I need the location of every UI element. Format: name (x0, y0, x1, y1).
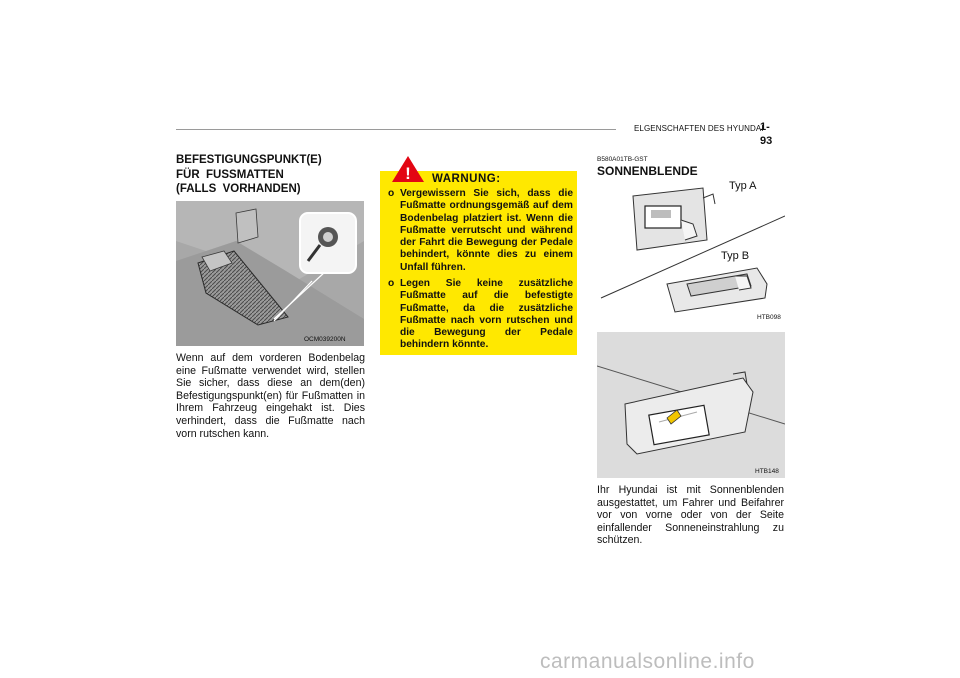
watermark: carmanualsonline.info (540, 650, 755, 673)
warning-triangle-icon (391, 155, 425, 183)
warning-symbol: ! (405, 164, 411, 183)
sun-visor-types-illustration (597, 180, 785, 326)
page-number: 1- 93 (760, 121, 773, 147)
sun-visor-mirror-illustration (597, 332, 785, 478)
label-typ-b: Typ B (721, 250, 750, 262)
figure-code: OCM039200N (304, 336, 346, 343)
title-line: BEFESTIGUNGSPUNKT(E) (176, 154, 322, 166)
title-line: (FALLS VORHANDEN) (176, 183, 301, 195)
floor-mat-anchor-figure (176, 201, 364, 346)
figure-code: HTB098 (757, 314, 781, 321)
warning-item-text: Vergewissern Sie sich, dass die Fußmatte ordnungsgemäß auf dem Bodenbelag platziert ist. Wenn die Fußmatte verrutscht und während der Fahrt die Bewegung der Pedale behindert, könnte dies zu einem Unfall führen. (400, 188, 573, 273)
bullet: o (388, 278, 395, 289)
warning-title: WARNUNG: (432, 173, 501, 185)
label-typ-a: Typ A (729, 180, 757, 192)
chapter-title: ELGENSCHAFTEN DES HYUNDAI (634, 124, 764, 133)
section-title-fussmatten (176, 153, 376, 197)
bullet: o (388, 188, 395, 199)
title-line: FÜR FUSSMATTEN (176, 168, 284, 181)
page-header (620, 121, 784, 147)
warning-item (388, 278, 573, 352)
figure-code: HTB148 (755, 468, 779, 475)
section-code: B580A01TB-GST (597, 156, 648, 163)
floor-mat-illustration (176, 201, 364, 346)
warning-item-text: Legen Sie keine zusätzliche Fußmatte auf die befestigte Fußmatte, da die zusätzliche Fußmatte nach vorn rutschen und die Bewegung der Pedale behindern könnte. (400, 278, 573, 351)
body-text-fussmatten: Wenn auf dem vorderen Bodenbelag eine Fußmatte verwendet wird, stellen Sie sicher, dass diese an dem(den) Befestigungspunkt(en) für Fußmatten in Ihrem Fahrzeug eingehakt ist. Dies verhindert, dass die Fußmatte nach vorn rutschen kann. (176, 352, 365, 440)
section-title-sonnenblende: SONNENBLENDE (597, 164, 698, 178)
header-rule (176, 129, 616, 130)
sun-visor-types-figure (597, 180, 785, 326)
sun-visor-mirror-figure (597, 332, 785, 478)
warning-item (388, 188, 573, 274)
body-text-sonnenblende: Ihr Hyundai ist mit Sonnenblenden ausgestattet, um Fahrer und Beifahrer vor von vorne oder von der Seite einfallender Sonneneinstrahlung zu schützen. (597, 484, 784, 547)
